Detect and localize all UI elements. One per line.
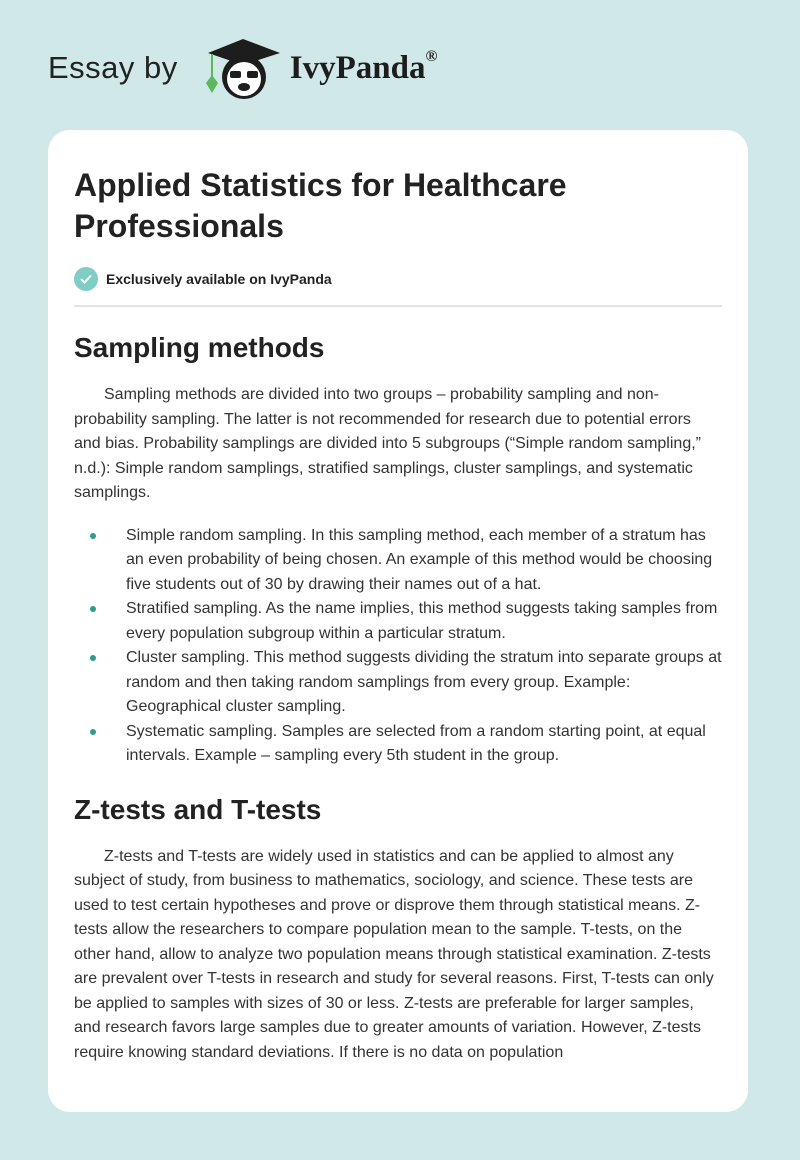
page-title: Applied Statistics for Healthcare Professionals	[74, 167, 567, 244]
article-card	[48, 130, 748, 1112]
list-item: Simple random sampling. In this sampling method, each member of a stratum has an even probability of being chosen. An example of this method would be choosing five students out of 30 by drawing their names out of a hat.	[126, 524, 722, 598]
check-icon	[74, 267, 98, 291]
section-paragraph: Z-tests and T-tests are widely used in statistics and can be applied to almost any subject of study, from business to mathematics, sociology, and science. These tests are used to test certain hypotheses and prove or disprove them through statistical means. Z-tests allow the researchers to compare population mean to the sample. T-tests, on the other hand, allow to analyze two population means through statistical examination. Z-tests are prevalent over T-tests in research and study for several reasons. First, T-tests can only be applied to samples with sizes of 30 or less. Z-tests are preferable for larger samples, and research favors large samples due to greater amounts of variation. However, Z-tests require knowing standard deviations. If there is no data on population	[74, 847, 714, 1061]
brand-name: IvyPanda®	[289, 47, 438, 86]
section-paragraph: Sampling methods are divided into two groups – probability sampling and non-probability sampling. The latter is not recommended for research due to potential errors and bias. Probability samplings are divided into 5 subgroups (“Simple random sampling,” n.d.): Simple random samplings, stratified samplings, cluster samplings, and systematic samplings.	[74, 386, 701, 501]
exclusive-badge	[74, 267, 722, 307]
sampling-list	[74, 524, 722, 769]
list-item: Cluster sampling. This method suggests dividing the stratum into separate groups at random and then taking random samplings from every group. Example: Geographical cluster sampling.	[126, 646, 722, 720]
badge-text: Exclusively available on IvyPanda	[106, 271, 332, 287]
list-item: Systematic sampling. Samples are selected from a random starting point, at equal intervals. Example – sampling every 5th student in the group.	[126, 720, 722, 769]
site-header	[48, 38, 437, 98]
section-heading: Sampling methods	[74, 332, 325, 363]
list-item: Stratified sampling. As the name implies, this method suggests taking samples from every population subgroup within a particular stratum.	[126, 597, 722, 646]
section-heading: Z-tests and T-tests	[74, 793, 322, 825]
ivypanda-logo-icon[interactable]	[198, 33, 288, 103]
essay-by-label: Essay by	[48, 50, 178, 85]
